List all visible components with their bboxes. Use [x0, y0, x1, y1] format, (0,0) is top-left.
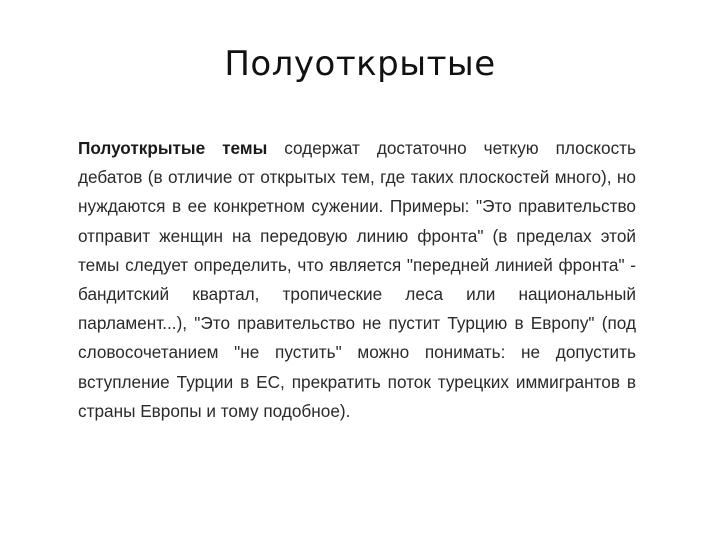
slide-title: Полуоткрытые — [224, 44, 496, 84]
slide-body-paragraph — [78, 134, 636, 426]
bold-term: Полуоткрытые темы — [78, 138, 268, 158]
paragraph-text: содержат достаточно четкую плоскость дебатов (в отличие от открытых тем, где таких плоскостей много), но нуждаются в ее конкретном сужении. Примеры: "Это правительство отправит женщин на передовую линию фронта" (в пределах этой темы следует определить, что является "передней линией фронта" - бандитский квартал, тропические леса или национальный парламент...), "Это правительство не пустит Турцию в Европу" (под словосочетанием "не пустить" можно понимать: не допустить вступление Турции в ЕС, прекратить поток турецких иммигрантов в страны Европы и тому подобное). — [78, 138, 636, 421]
